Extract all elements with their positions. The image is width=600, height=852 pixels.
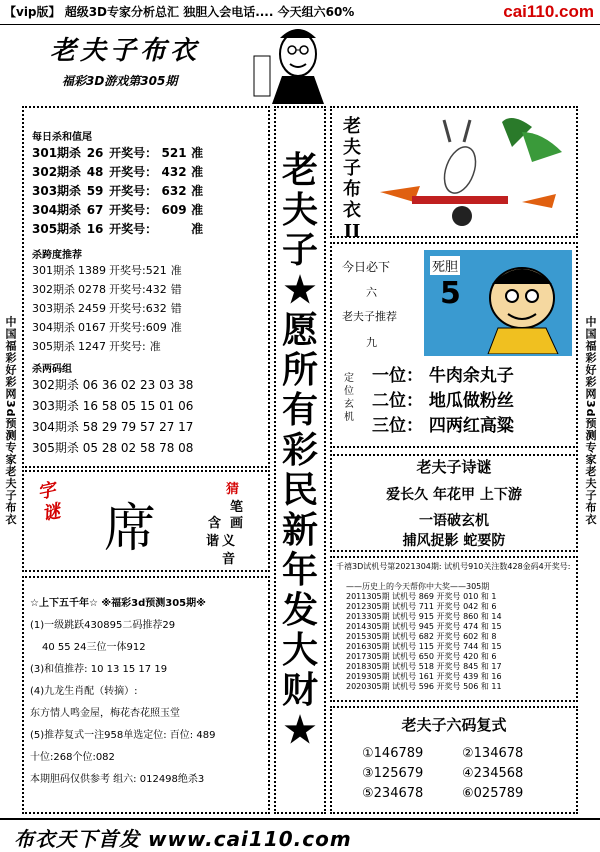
vertical-title: 老 夫 子 ★ 愿 所 有 彩 民 新 年 发 大 财 ★: [281, 149, 318, 751]
site-logo[interactable]: cai110.com: [503, 2, 594, 21]
badge-text: 死胆: [430, 256, 460, 275]
list-item: 303期杀 59 开奖号： 632 准: [32, 184, 204, 198]
today-line1: 今日必下: [342, 260, 391, 274]
title-block: [22, 26, 312, 104]
history-header: 千禧3D试机号第2021304期: 试机号910关注数428金码4开奖号:: [336, 562, 571, 571]
list-item: (3)和值推荐: 10 13 15 17 19: [30, 664, 168, 675]
daily-kill-heading: 每日杀和值尾: [32, 132, 92, 143]
page-title: 老夫子布衣: [50, 36, 201, 66]
header-bar: [0, 0, 600, 25]
riddle-hint: 猜 笔 画 含 义 谐 音: [206, 482, 244, 567]
page-subtitle: 福彩3D游戏第305期: [62, 74, 178, 88]
mascot-image: [424, 250, 572, 356]
laofuzi-ii-title: 老 夫 子 布 衣 II: [343, 116, 361, 242]
span-kill-heading: 杀跨度推荐: [32, 250, 82, 261]
list-item: (5)推荐复式一注958单选定位: 百位: 489: [30, 730, 216, 741]
riddle-left-label: 字谜: [35, 479, 63, 526]
cartoon-figure-icon: [252, 26, 332, 104]
list-item: 2015305期 试机号 682 开奖号 602 和 8: [346, 632, 497, 641]
list-item: 2013305期 试机号 915 开奖号 860 和 14: [346, 612, 502, 621]
mascot-face-icon: [474, 258, 570, 354]
poem-title: 老夫子诗谜: [416, 458, 492, 476]
header-text: 【vip版】 超级3D专家分析总汇 独胆入会电话.... 今天组六60%: [4, 5, 355, 19]
list-item: ⑥025789: [462, 786, 524, 801]
poem-line: 爱长久 年花甲 上下游: [386, 487, 522, 503]
daily-kill-list: [32, 144, 262, 239]
list-item: 302期杀 06 36 02 23 03 38: [32, 378, 194, 392]
list-item: ⑤234678: [362, 786, 424, 801]
badge-number: 5: [440, 276, 461, 311]
list-item: 301期杀 1389 开奖号:521 准: [32, 264, 182, 277]
list-item: 2017305期 试机号 650 开奖号 420 和 6: [346, 652, 497, 661]
list-item: 303期杀 16 58 05 15 01 06: [32, 399, 194, 413]
footer-bar: [0, 818, 600, 851]
list-item: 40 55 24三位一体912: [42, 642, 146, 653]
list-item: 东方情人鸣金屋，梅花杏花照玉堂: [30, 708, 180, 719]
list-item: 2014305期 试机号 945 开奖号 474 和 15: [346, 622, 502, 631]
list-item: 301期杀 26 开奖号： 521 准: [32, 146, 204, 160]
list-item: 三位： 四两红高粱: [372, 416, 514, 436]
pair-kill-heading: 杀两码组: [32, 364, 72, 375]
rabbit-illustration-icon: [372, 112, 572, 234]
list-item: 2019305期 试机号 161 开奖号 439 和 16: [346, 672, 502, 681]
today-line2: 老夫子推荐: [342, 310, 397, 323]
list-item: 2011305期 试机号 869 开奖号 010 和 1: [346, 592, 497, 601]
list-item: (1)一级跳跃430895二码推荐29: [30, 620, 176, 631]
six-code-title: 老夫子六码复式: [401, 716, 507, 734]
history-list: [336, 562, 572, 692]
list-item: 305期杀 05 28 02 58 78 08: [32, 441, 194, 455]
list-item: 本期胆码仅供参考 组六: 012498绝杀3: [30, 774, 205, 785]
list-item: 2016305期 试机号 115 开奖号 744 和 15: [346, 642, 502, 651]
list-item: 305期杀 1247 开奖号: 准: [32, 340, 161, 353]
list-item: ③125679: [362, 766, 424, 781]
list-item: 305期杀 16 开奖号： 准: [32, 222, 204, 236]
today-line1-value: 六: [366, 286, 377, 299]
poem-line: 一语破玄机: [419, 513, 489, 529]
analysis-heading: ☆上下五千年☆ ※福彩3d预测305期※: [30, 598, 206, 609]
list-item: ④234568: [462, 766, 524, 781]
list-item: 302期杀 48 开奖号： 432 准: [32, 165, 204, 179]
list-item: 304期杀 67 开奖号： 609 准: [32, 203, 204, 217]
history-subheader: ——历史上的今天帮你中大奖——305期: [346, 582, 490, 591]
analysis-content: [30, 594, 266, 792]
left-side-strip: 中国福彩好彩网3d预测专家老夫子布衣: [4, 315, 17, 526]
list-item: ①146789: [362, 746, 424, 761]
pair-kill-list: [32, 376, 264, 460]
footer-text[interactable]: 布衣天下首发 www.cai110.com: [14, 827, 352, 851]
list-item: 2012305期 试机号 711 开奖号 042 和 6: [346, 602, 497, 611]
list-item: 302期杀 0278 开奖号:432 错: [32, 283, 182, 296]
list-item: ②134678: [462, 746, 524, 761]
riddle-character: 席: [104, 499, 157, 559]
list-item: (4)九龙生肖配（转摘）:: [30, 686, 138, 697]
poem-line: 捕风捉影 蛇要防: [402, 533, 506, 549]
list-item: 二位： 地瓜做粉丝: [372, 391, 514, 411]
position-label: 定 位 玄 机: [344, 373, 354, 423]
list-item: 十位:268个位:082: [30, 752, 115, 763]
position-list: [372, 364, 514, 439]
list-item: 303期杀 2459 开奖号:632 错: [32, 302, 182, 315]
list-item: 2020305期 试机号 596 开奖号 506 和 11: [346, 682, 502, 691]
span-kill-list: [32, 262, 262, 357]
list-item: 一位： 牛肉余丸子: [372, 366, 514, 386]
list-item: 304期杀 0167 开奖号:609 准: [32, 321, 182, 334]
list-item: 2018305期 试机号 518 开奖号 845 和 17: [346, 662, 502, 671]
right-side-strip: 中国福彩好彩网3d预测专家老夫子布衣: [584, 315, 597, 526]
today-line2-value: 九: [366, 336, 377, 349]
list-item: 304期杀 58 29 79 57 27 17: [32, 420, 194, 434]
